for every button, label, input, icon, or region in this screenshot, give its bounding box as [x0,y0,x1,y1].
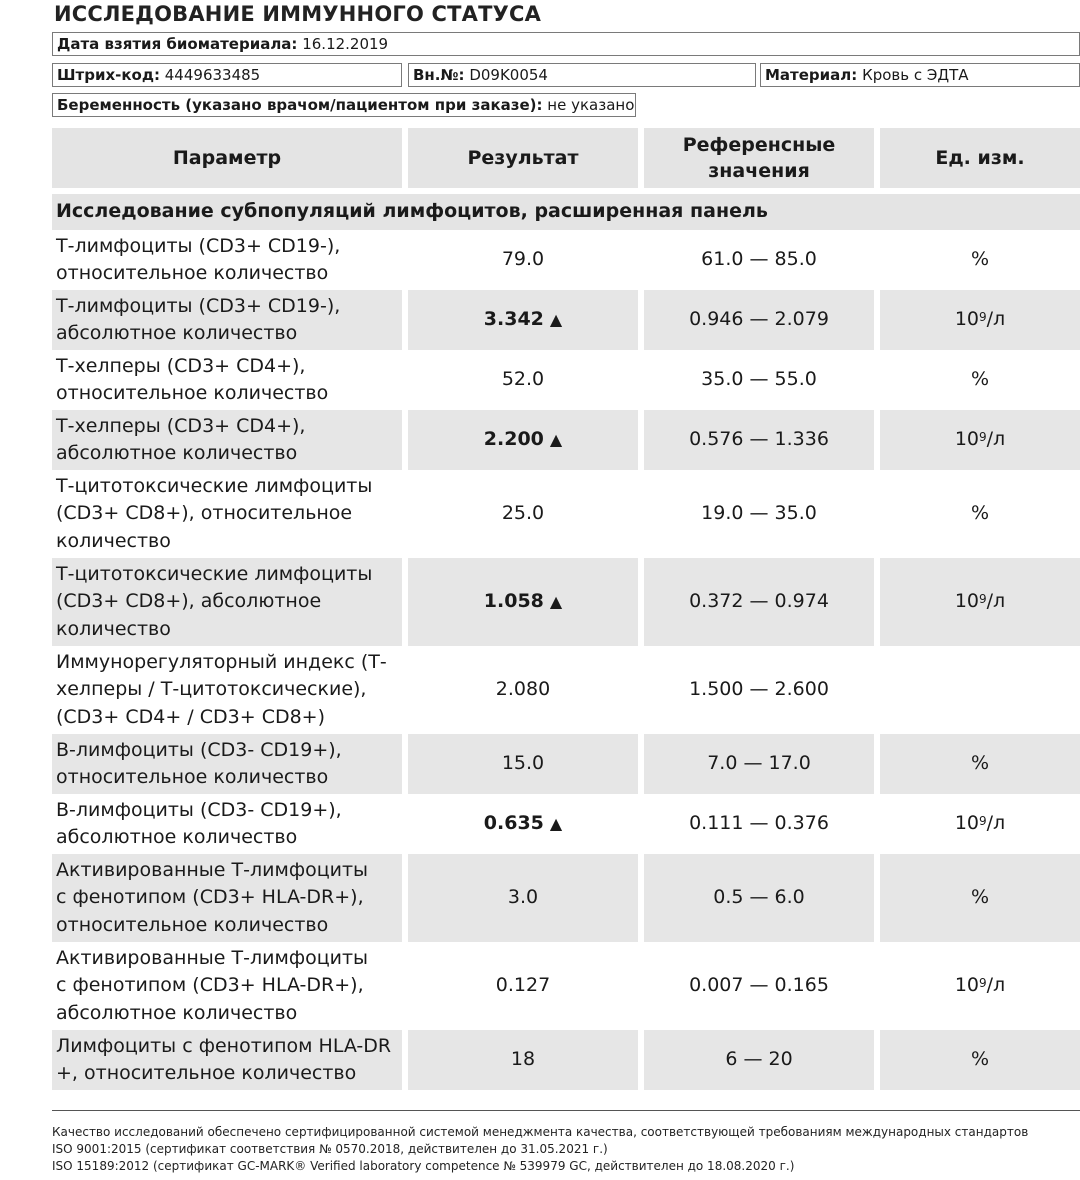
reference-cell: 61.0 — 85.0 [644,230,880,290]
parameter-text-line: Т-хелперы (CD3+ CD4+), [56,354,306,377]
parameter-cell [52,230,408,290]
table-row [52,230,1080,290]
parameter-cell [52,350,408,410]
result-value: 25.0 [501,502,545,525]
reference-cell: 0.372 — 0.974 [644,558,880,646]
up-arrow-icon: ▲ [549,814,563,834]
result-value: 1.058 [483,590,544,613]
unit-exponent: 9 [979,814,987,829]
pregnancy-value: не указано [547,96,635,114]
reference-cell: 0.111 — 0.376 [644,794,880,854]
parameter-cell [52,942,408,1030]
result-cell [408,854,644,942]
up-arrow-icon: ▲ [549,310,563,330]
parameter-text-line: абсолютное количество [56,826,298,848]
parameter-cell [52,470,408,558]
table-row [52,558,1080,646]
results-table [52,128,1080,1090]
pregnancy-label: Беременность (указано врачом/пациентом при заказе): [57,96,543,114]
unit-tail: /л [986,812,1006,835]
reference-cell: 7.0 — 17.0 [644,734,880,794]
page-title: ИССЛЕДОВАНИЕ ИММУННОГО СТАТУСА [54,2,542,26]
unit-cell [880,794,1080,854]
result-value: 2.080 [495,678,551,701]
internal-number-value: D09K0054 [469,66,548,84]
table-row [52,290,1080,350]
parameter-text-line: Т-лимфоциты (CD3+ CD19-), [56,294,341,317]
result-cell [408,230,644,290]
parameter-text-line: относительное количество [56,262,329,284]
unit-tail: /л [986,974,1006,997]
result-cell [408,942,644,1030]
reference-cell: 19.0 — 35.0 [644,470,880,558]
result-value: 0.635 [483,812,544,835]
reference-cell: 0.576 — 1.336 [644,410,880,470]
footer-line-2: ISO 9001:2015 (сертификат соответствия № 0570.2018, действителен до 31.05.2021 г.) [52,1142,608,1156]
unit-cell [880,350,1080,410]
header-reference [644,128,880,188]
reference-cell: 0.5 — 6.0 [644,854,880,942]
table-row [52,646,1080,734]
unit-text: % [970,248,990,271]
up-arrow-icon: ▲ [549,430,563,450]
unit-cell [880,942,1080,1030]
parameter-text-line: количество [56,529,171,552]
parameter-cell [52,734,408,794]
header-parameter: Параметр [52,128,408,188]
unit-exponent: 9 [979,310,987,325]
unit-cell [880,558,1080,646]
parameter-cell [52,1030,408,1090]
parameter-text-line: с фенотипом (CD3+ HLA-DR+), [56,974,364,997]
header-result: Результат [408,128,644,188]
collection-date-value: 16.12.2019 [302,35,389,53]
footer-line-1: Качество исследований обеспечено сертифицированной системой менеджмента качества, соответствующей требованиям международных стандартов [52,1125,1029,1139]
table-row [52,1030,1080,1090]
reference-cell: 6 — 20 [644,1030,880,1090]
table-row [52,470,1080,558]
barcode-label: Штрих-код: [57,66,160,84]
result-value: 79.0 [501,248,545,271]
unit-cell [880,290,1080,350]
table-row [52,410,1080,470]
result-cell [408,646,644,734]
result-value: 18 [510,1048,536,1071]
unit-cell [880,734,1080,794]
unit-exponent: 9 [979,592,987,607]
unit-exponent: 9 [979,976,987,991]
unit-exponent: 9 [979,430,987,445]
parameter-text-line: абсолютное количество [56,322,298,344]
unit-text: % [970,368,990,391]
unit-cell [880,230,1080,290]
parameter-text-line: Иммунорегуляторный индекс (Т- [56,650,387,673]
result-value: 3.342 [483,308,544,331]
reference-cell: 0.946 — 2.079 [644,290,880,350]
parameter-text-line: абсолютное количество [56,442,298,464]
parameter-cell [52,646,408,734]
unit-cell [880,470,1080,558]
table-row [52,942,1080,1030]
parameter-text-line: Активированные Т-лимфоциты [56,946,369,969]
parameter-text-line: Т-хелперы (CD3+ CD4+), [56,414,306,437]
parameter-text-line: (CD3+ CD8+), абсолютное [56,590,322,613]
unit-cell [880,1030,1080,1090]
parameter-text-line: Лимфоциты с фенотипом HLA-DR [56,1034,392,1057]
result-value: 0.127 [495,974,551,997]
parameter-text-line: Т-цитотоксические лимфоциты [56,474,373,497]
parameter-text-line: относительное количество [56,766,329,788]
collection-date-label: Дата взятия биоматериала: [57,35,298,53]
parameter-text-line: В-лимфоциты (CD3- CD19+), [56,798,342,821]
result-value: 15.0 [501,752,545,775]
reference-cell: 1.500 — 2.600 [644,646,880,734]
unit-tail: /л [986,428,1006,451]
internal-number-field [408,63,756,87]
result-cell [408,290,644,350]
material-label: Материал: [765,66,858,84]
unit-text: % [970,752,990,775]
reference-cell: 35.0 — 55.0 [644,350,880,410]
result-cell [408,794,644,854]
footer-divider [52,1110,1080,1111]
parameter-text-line: +, относительное количество [56,1062,357,1084]
table-row [52,854,1080,942]
result-cell [408,350,644,410]
table-row [52,350,1080,410]
unit-text: 10 [954,590,979,613]
unit-text: 10 [954,428,979,451]
parameter-text-line: с фенотипом (CD3+ HLA-DR+), [56,886,364,909]
parameter-text-line: Т-цитотоксические лимфоциты [56,562,373,585]
unit-text: 10 [954,812,979,835]
up-arrow-icon: ▲ [549,592,563,612]
pregnancy-field [52,93,636,117]
table-row [52,734,1080,794]
unit-cell [880,646,1080,734]
result-value: 52.0 [501,368,545,391]
internal-number-label: Вн.№: [413,66,465,84]
result-cell [408,734,644,794]
parameter-text-line: Активированные Т-лимфоциты [56,858,369,881]
collection-date-field [52,32,1080,56]
unit-text: 10 [954,974,979,997]
result-cell [408,410,644,470]
parameter-text-line: относительное количество [56,913,329,936]
unit-cell [880,854,1080,942]
parameter-text-line: абсолютное количество [56,1001,298,1024]
barcode-value: 4449633485 [164,66,261,84]
parameter-cell [52,290,408,350]
unit-text: % [970,1048,990,1071]
parameter-cell [52,794,408,854]
result-value: 2.200 [483,428,544,451]
table-row [52,794,1080,854]
parameter-text-line: хелперы / Т-цитотоксические), [56,678,367,701]
unit-text: 10 [954,308,979,331]
unit-text: % [970,886,990,909]
parameter-text-line: Т-лимфоциты (CD3+ CD19-), [56,234,341,257]
parameter-cell [52,410,408,470]
parameter-text-line: В-лимфоциты (CD3- CD19+), [56,738,342,761]
unit-text: % [970,502,990,525]
table-header-row [52,128,1080,188]
header-reference-line1: Референсные [682,134,836,156]
result-cell [408,558,644,646]
result-cell [408,1030,644,1090]
unit-tail: /л [986,308,1006,331]
result-cell [408,470,644,558]
parameter-text-line: (CD3+ CD4+ / CD3+ CD8+) [56,705,326,728]
barcode-field [52,63,402,87]
material-value: Кровь с ЭДТА [862,66,969,84]
header-reference-line2: значения [708,160,810,182]
material-field [760,63,1080,87]
result-value: 3.0 [507,886,539,909]
parameter-cell [52,558,408,646]
unit-cell [880,410,1080,470]
footer-line-3: ISO 15189:2012 (сертификат GC-MARK® Verified laboratory competence № 539979 GC, действителен до 18.08.2020 г.) [52,1159,795,1173]
section-row [52,188,1080,230]
header-unit: Ед. изм. [880,128,1080,188]
section-title: Исследование субпопуляций лимфоцитов, расширенная панель [52,188,1080,230]
parameter-text-line: (CD3+ CD8+), относительное [56,502,353,525]
parameter-text-line: относительное количество [56,382,329,404]
unit-tail: /л [986,590,1006,613]
parameter-text-line: количество [56,617,171,640]
reference-cell: 0.007 — 0.165 [644,942,880,1030]
footer [52,1124,1080,1175]
parameter-cell [52,854,408,942]
